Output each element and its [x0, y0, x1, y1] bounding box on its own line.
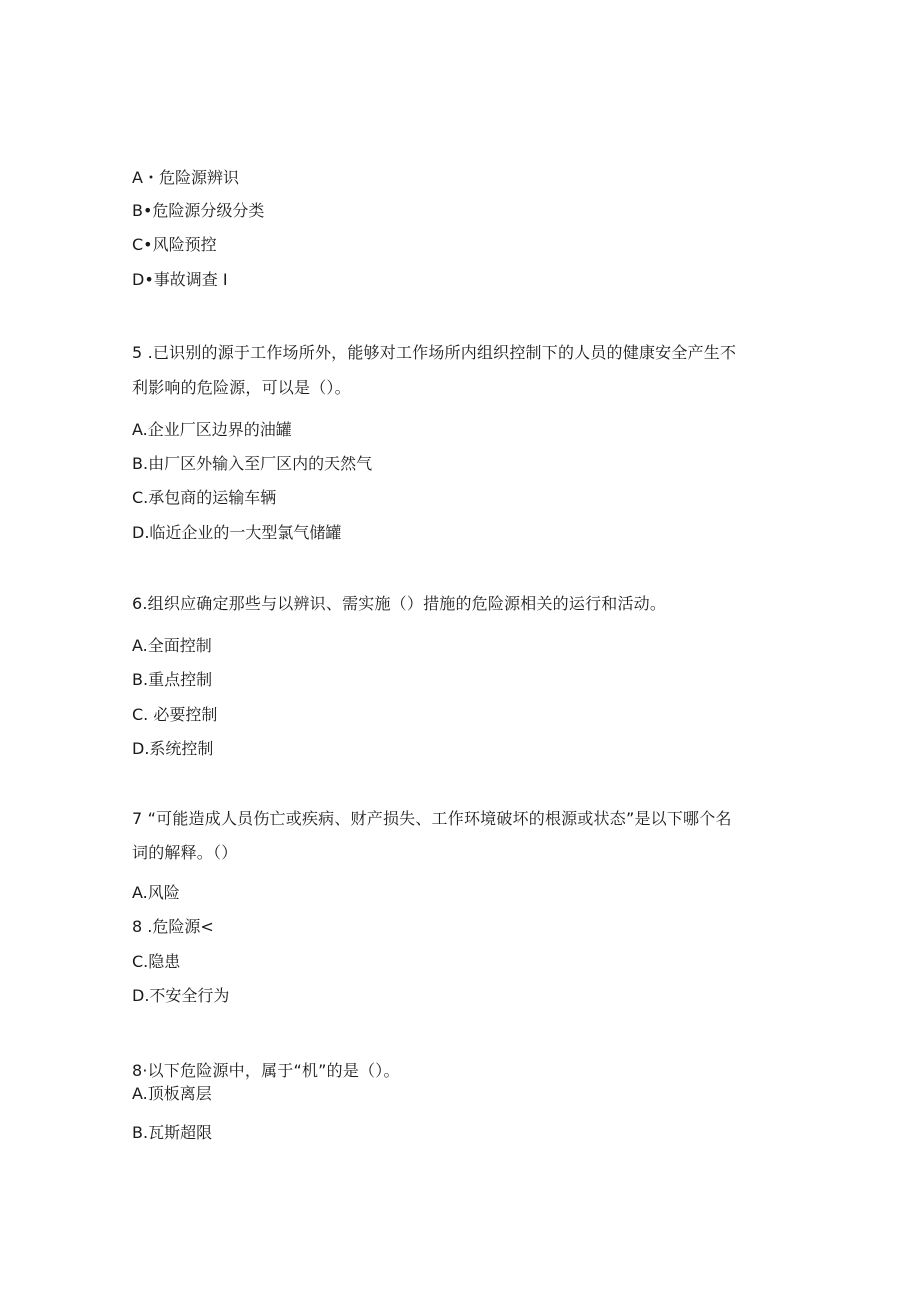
q6-option-d: D.系统控制 [132, 739, 214, 758]
q5-stem-line2: 利影响的危险源，可以是（）。 [132, 378, 351, 397]
q7-option-b: 8 .危险源< [132, 917, 214, 936]
q5-option-b: B.由厂区外输入至厂区内的天然气 [132, 454, 373, 473]
q6-option-c: C. 必要控制 [132, 705, 218, 724]
q8-stem: 8·以下危险源中，属于“机”的是（）。 [132, 1061, 400, 1080]
q8-option-a: A.顶板离层 [132, 1084, 212, 1103]
q7-option-d: D.不安全行为 [132, 986, 230, 1005]
q5-option-d: D.临近企业的一大型氯气储罐 [132, 523, 342, 542]
q4-option-c: C•风险预控 [132, 235, 217, 254]
q7-stem-line1: 7 “可能造成人员伤亡或疾病、财产损失、工作环境破坏的根源或状态”是以下哪个名 [132, 809, 732, 828]
q4-option-d: D•事故调查 I [132, 270, 228, 289]
q8-option-b: B.瓦斯超限 [132, 1123, 213, 1142]
q5-option-c: C.承包商的运输车辆 [132, 488, 277, 507]
q6-option-a: A.全面控制 [132, 636, 212, 655]
q7-option-a: A.风险 [132, 883, 180, 902]
q4-option-b: B•危险源分级分类 [132, 201, 265, 220]
q7-option-c: C.隐患 [132, 952, 181, 971]
q6-stem: 6.组织应确定那些与以辨识、需实施（）措施的危险源相关的运行和活动。 [132, 594, 667, 613]
q6-option-b: B.重点控制 [132, 670, 213, 689]
q5-option-a: A.企业厂区边界的油罐 [132, 420, 292, 439]
q7-stem-line2: 词的解释。（） [132, 843, 238, 862]
q4-option-a: A・危险源辨识 [132, 168, 239, 187]
q5-stem-line1: 5 .已识别的源于工作场所外，能够对工作场所内组织控制下的人员的健康安全产生不 [132, 343, 737, 362]
